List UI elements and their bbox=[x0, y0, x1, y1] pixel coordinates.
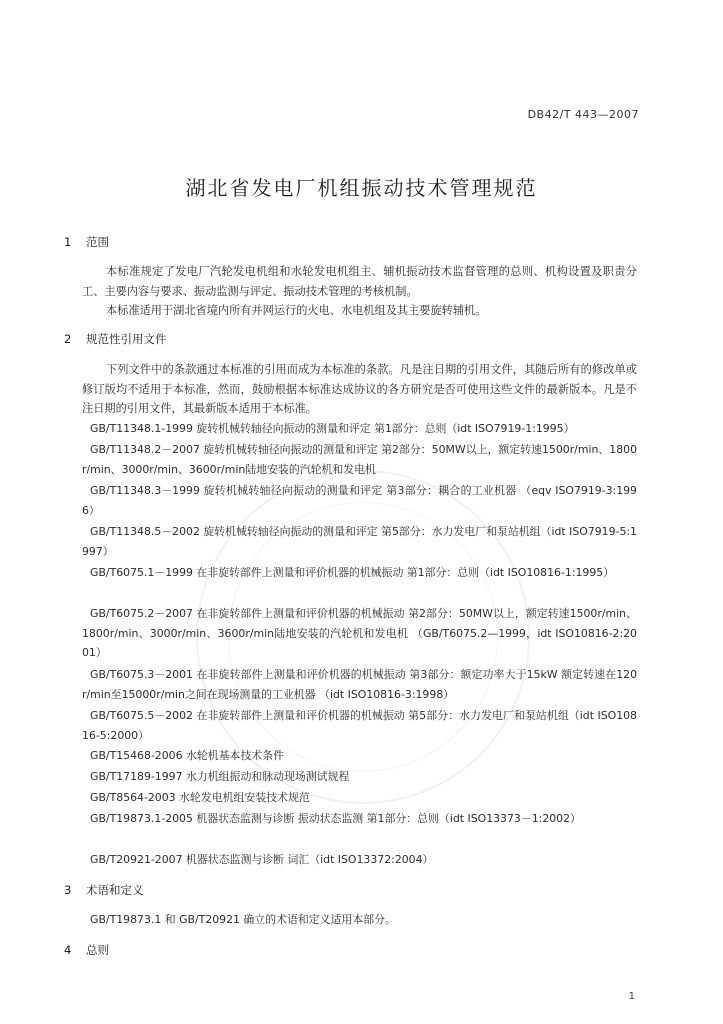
reference-item: GB/T11348.5－2002 旋转机械转轴径向振动的测量和评定 第5部分：水力发电厂和泵站机组（idt ISO7919-5:1997） bbox=[82, 525, 637, 558]
section-title: 术语和定义 bbox=[86, 883, 144, 897]
reference-item: GB/T6075.3－2001 在非旋转部件上测量和评价机器的机械振动 第3部分：额定功率大于15kW 额定转速在120r/min至15000r/min之间在现场测量的工业机器 （idt ISO10816-3:1998） bbox=[82, 668, 637, 701]
reference-item: GB/T6075.2－2007 在非旋转部件上测量和评价机器的机械振动 第2部分：50MW以上，额定转速1500r/min、1800r/min、3000r/min、3600r/min陆地安装的汽轮机和发电机 （GB/T6075.2—1999，idt ISO10816-2:2001） bbox=[82, 607, 637, 659]
reference-item: GB/T6075.1－1999 在非旋转部件上测量和评价机器的机械振动 第1部分：总则（idt ISO10816-1:1995） bbox=[90, 566, 615, 579]
reference-item: GB/T11348.1-1999 旋转机械转轴径向振动的测量和评定 第1部分：总则（idt ISO7919-1:1995） bbox=[90, 422, 575, 435]
reference-item: GB/T20921-2007 机器状态监测与诊断 词汇（idt ISO13372:2004） bbox=[90, 853, 434, 866]
section-number: 3 bbox=[64, 883, 72, 897]
reference-item: GB/T15468-2006 水轮机基本技术条件 bbox=[90, 749, 285, 762]
section-title: 范围 bbox=[86, 235, 109, 249]
reference-item: GB/T6075.5－2002 在非旋转部件上测量和评价机器的机械振动 第5部分：水力发电厂和泵站机组（idt ISO10816-5:2000） bbox=[82, 709, 637, 742]
section-number: 1 bbox=[64, 235, 72, 249]
document-title: 湖北省发电厂机组振动技术管理规范 bbox=[185, 176, 538, 200]
paragraph: 本标准规定了发电厂汽轮发电机组和水轮发电机组主、辅机振动技术监督管理的总则、机构设置及职责分工、主要内容与要求、振动监测与评定、振动技术管理的考核机制。 bbox=[82, 265, 637, 298]
reference-item: GB/T11348.2－2007 旋转机械转轴径向振动的测量和评定 第2部分：50MW以上，额定转速1500r/min、1800r/min、3000r/min、3600r/min陆地安装的汽轮机和发电机 bbox=[82, 443, 637, 476]
paragraph: GB/T19873.1 和 GB/T20921 确立的术语和定义适用本部分。 bbox=[90, 913, 396, 926]
document-code: DB42/T 443—2007 bbox=[527, 108, 639, 121]
section-2-heading bbox=[64, 331, 167, 347]
reference-item: GB/T11348.3－1999 旋转机械转轴径向振动的测量和评定 第3部分：耦合的工业机器 （eqv ISO7919-3:1996） bbox=[82, 484, 637, 517]
reference-item: GB/T17189-1997 水力机组振动和脉动现场测试规程 bbox=[90, 770, 350, 783]
paragraph: 本标准适用于湖北省境内所有并网运行的火电、水电机组及其主要旋转辅机。 bbox=[106, 304, 487, 317]
section-number: 2 bbox=[64, 332, 72, 346]
section-4-heading bbox=[64, 942, 109, 958]
section-title: 规范性引用文件 bbox=[86, 332, 167, 346]
reference-item: GB/T8564-2003 水轮发电机组安装技术规范 bbox=[90, 791, 310, 804]
page-number: 1 bbox=[628, 991, 635, 1002]
paragraph: 下列文件中的条款通过本标准的引用而成为本标准的条款。凡是注日期的引用文件，其随后所有的修改单或修订版均不适用于本标准，然而，鼓励根据本标准达成协议的各方研究是否可使用这些文件的最新版本。凡是不注日期的引用文件，其最新版本适用于本标准。 bbox=[82, 363, 637, 415]
section-3-heading bbox=[64, 882, 144, 898]
section-title: 总则 bbox=[86, 943, 109, 957]
reference-item: GB/T19873.1-2005 机器状态监测与诊断 振动状态监测 第1部分：总则（idt ISO13373－1:2002） bbox=[90, 812, 581, 825]
section-number: 4 bbox=[64, 943, 72, 957]
section-1-heading bbox=[64, 234, 109, 250]
